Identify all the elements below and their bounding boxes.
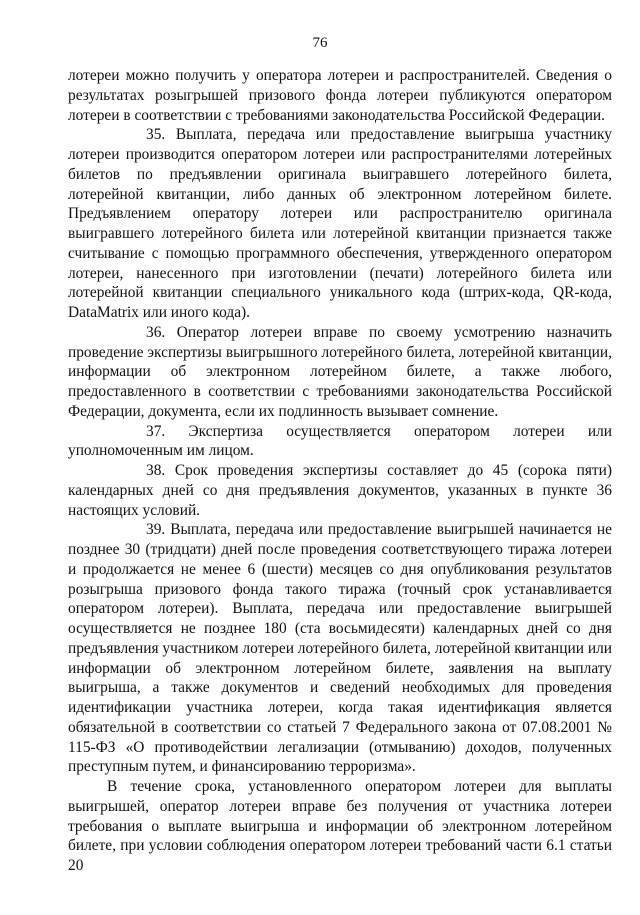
paragraph-38 bbox=[68, 461, 612, 520]
page-number: 76 bbox=[312, 35, 328, 51]
paragraph-number: 39. bbox=[146, 521, 166, 539]
paragraph-37 bbox=[68, 422, 612, 462]
paragraph-39 bbox=[68, 520, 612, 777]
paragraph-text: Срок проведения экспертизы составляет до 45 (сорока пяти) календарных дней со дня предъявления документов, указанных в пункте 36 настоящих условий. bbox=[68, 462, 612, 519]
paragraph-text: лотереи можно получить у оператора лотереи и распространителей. Сведения о результатах розыгрышей призового фонда лотереи публикуются оператором лотереи в соответствии с требованиями законодательства Российской Федерации. bbox=[68, 67, 612, 124]
paragraph-number: 38. bbox=[146, 462, 166, 479]
paragraph-text: Выплата, передача или предоставление выигрышей начинается не позднее 30 (тридцати) дней после проведения соответствующего тиража лотереи и продолжается не менее 6 (шести) месяцев со дня опубликования результатов розыгрыша призового фонда такого тиража (точный срок устанавливается оператором лотереи). Выплата, передача или предоставление выигрышей осуществляется не позднее 180 (ста восьмидесяти) календарных дней со дня предъявления участником лотереи лотерейного билета, лотерейной квитанции или информации об электронном лотерейном билете, заявления на выплату выигрыша, а также документов и сведений необходимых для проведения идентификации участника лотереи, когда такая идентификация является обязательной в соответствии со статьей 7 Федерального закона от 07.08.2001 № 115-ФЗ «О противодействии легализации (отмыванию) доходов, полученных преступным путем, и финансированию терроризма». bbox=[68, 521, 612, 776]
paragraph-text: Экспертиза осуществляется оператором лотереи или уполномоченным им лицом. bbox=[68, 422, 612, 460]
paragraph-36 bbox=[68, 323, 612, 422]
paragraph-text: Оператор лотереи вправе по своему усмотрению назначить проведение экспертизы выигрышного лотерейного билета, лотерейной квитанции, информации об электронном лотерейном билете, а также любого, предоставленного в соответствии с требованиями законодательства Российской Федерации, документа, если их подлинность вызывает сомнение. bbox=[68, 323, 612, 420]
paragraph-35 bbox=[68, 125, 612, 323]
paragraph-text: Выплата, передача или предоставление выигрыша участнику лотереи производится оператором лотереи или распространителями лотерейных билетов по предъявлении оригинала выигравшего лотерейного билета, лотерейной квитанции, либо данных об электронном лотерейном билете. Предъявлением оператору лотереи или распространителю оригинала выигравшего лотерейного билета или лотерейной квитанции признается также считывание с помощью программного обеспечения, утвержденного оператором лотереи, нанесенного при изготовлении (печати) лотерейного билета или лотерейной квитанции специального уникального кода (штрих-кода, QR-кода, DataMatrix или иного кода). bbox=[68, 126, 612, 321]
paragraph-number: 35. bbox=[146, 126, 166, 144]
paragraph-payout-period bbox=[68, 777, 612, 876]
paragraph-number: 37. bbox=[146, 422, 166, 440]
document-body bbox=[68, 66, 612, 876]
paragraph-continuation bbox=[68, 66, 612, 125]
paragraph-text: В течение срока, установленного оператором лотереи для выплаты выигрышей, оператор лотереи вправе без получения от участника лотереи требования о выплате выигрыша и информации об электронном лотерейном билете, при условии соблюдения оператором лотереи требований части 6.1 статьи 20 bbox=[68, 778, 612, 874]
paragraph-number: 36. bbox=[146, 323, 166, 341]
